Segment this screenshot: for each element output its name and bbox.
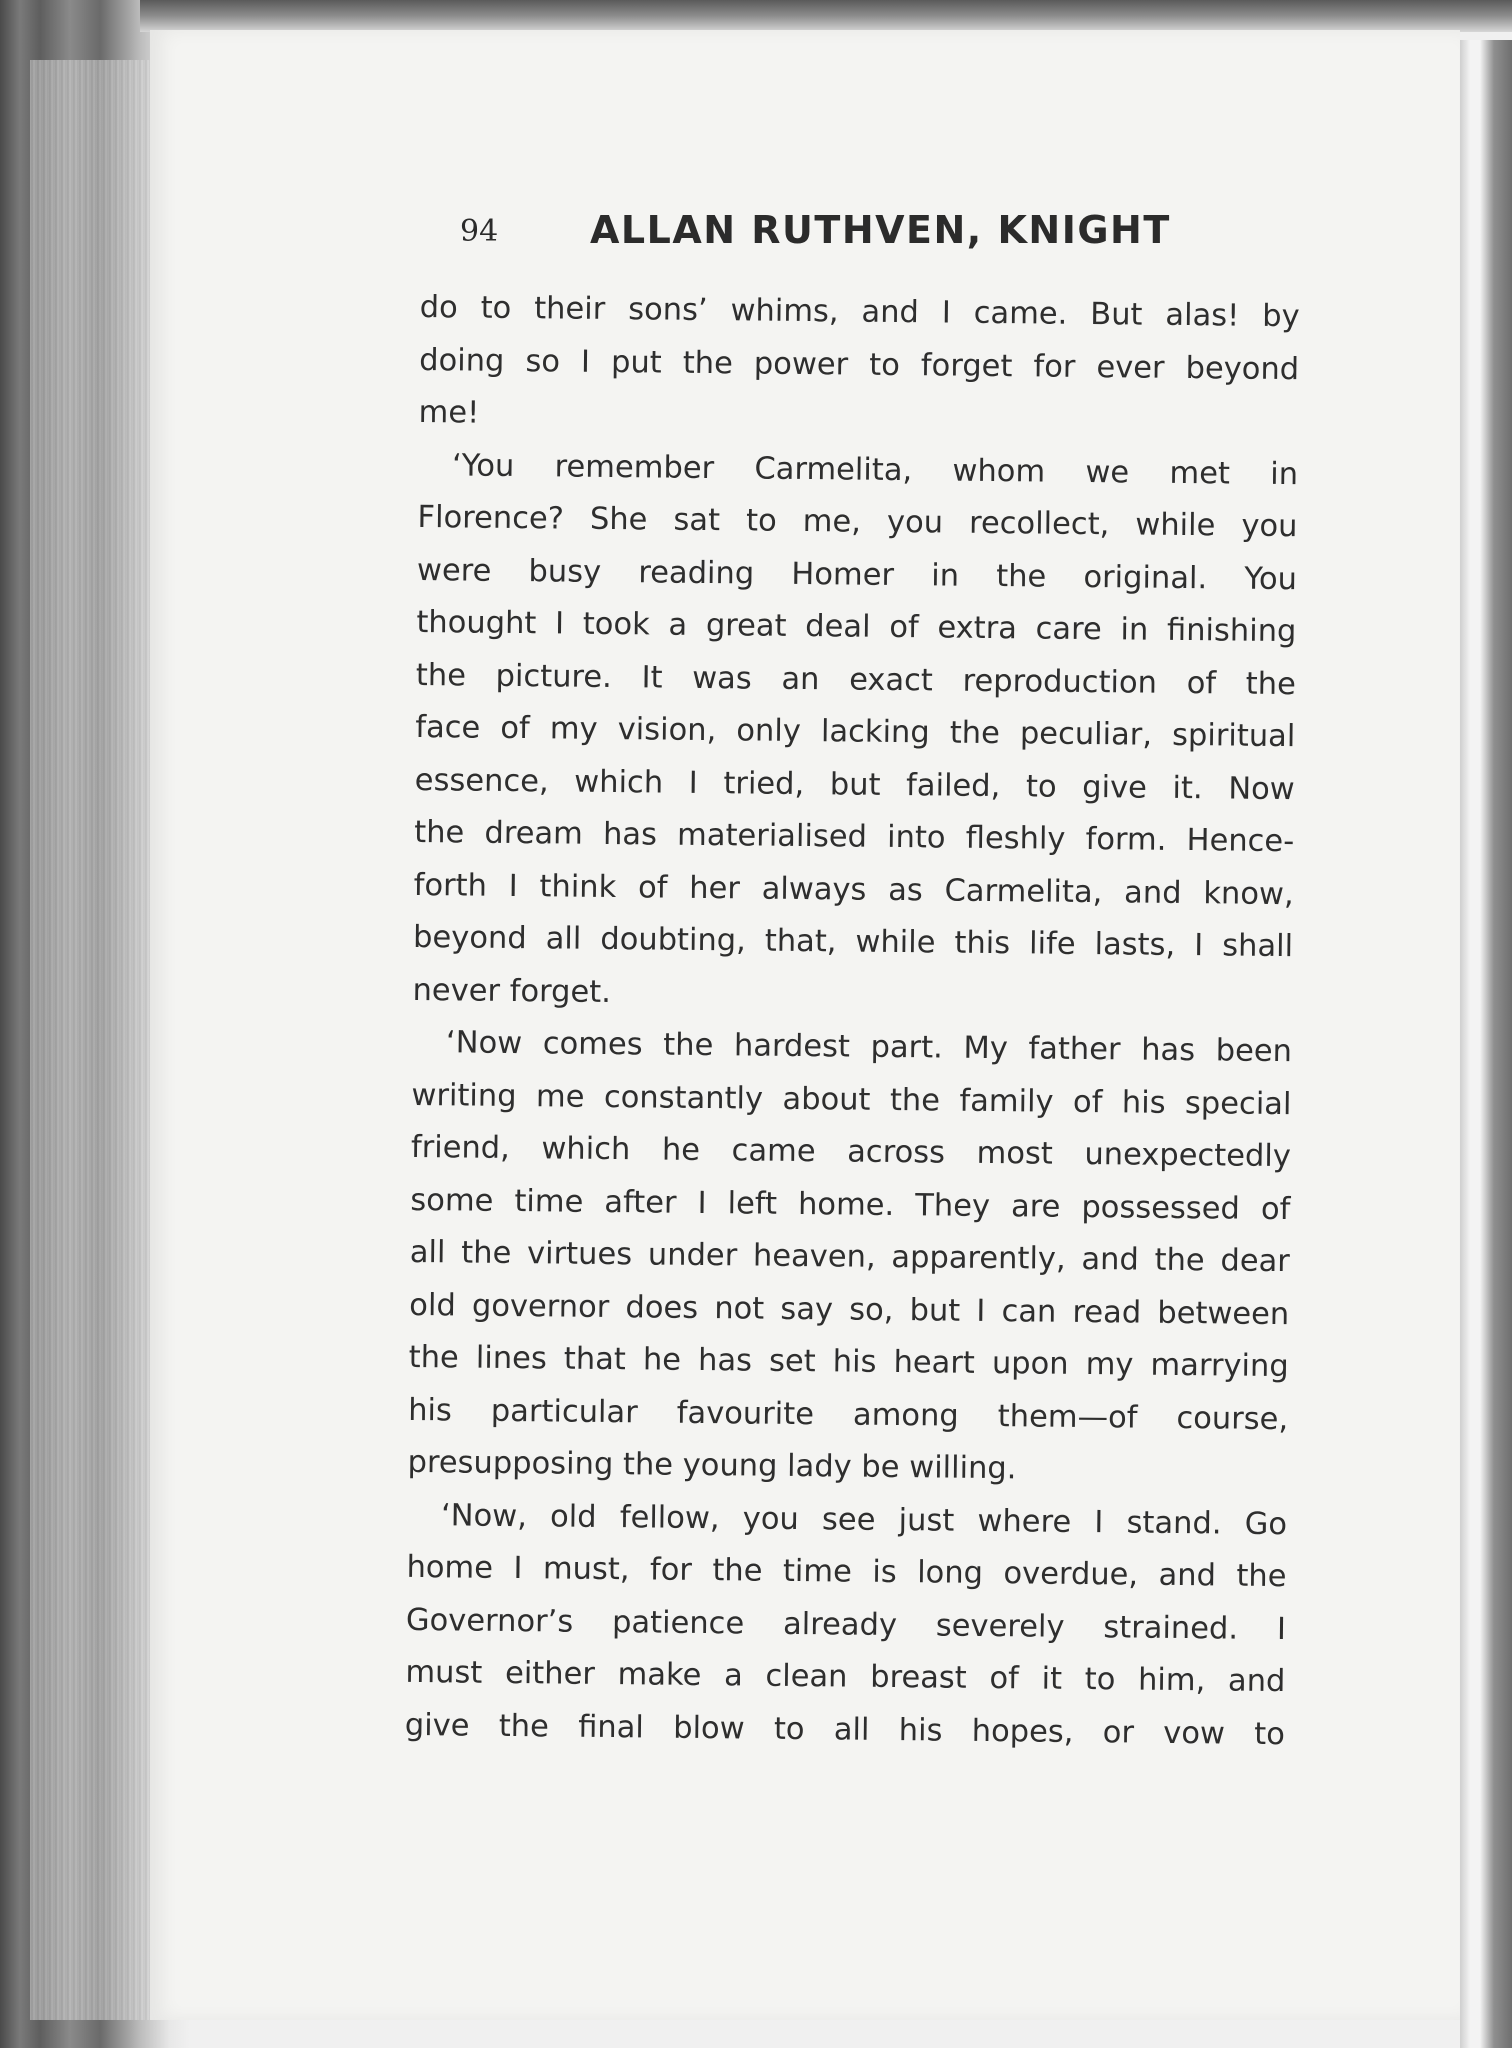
- text-line: writing me constantly about the family of his special: [411, 1077, 1292, 1122]
- text-line: Governor’s patience already severely strained. I: [405, 1602, 1287, 1647]
- text-line: beyond all doubting, that, while this life lasts, I shall: [412, 919, 1294, 965]
- page-header: [460, 208, 1260, 268]
- text-line: home I must, for the time is long overdue, and the: [406, 1549, 1287, 1595]
- paragraph-start-line: ‘Now, old fellow, you see just where I stand. Go: [440, 1497, 1288, 1542]
- text-line: doing so I put the power to forget for ever beyond: [418, 342, 1300, 387]
- text-line: never forget.: [412, 972, 612, 1010]
- page-number: 94: [460, 214, 499, 249]
- text-line: me!: [418, 394, 480, 431]
- text-line: all the virtues under heaven, apparently, and the dear: [409, 1234, 1290, 1280]
- text-line: presupposing the young lady be willing.: [407, 1444, 1017, 1487]
- text-line: must either make a clean breast of it to him, and: [405, 1654, 1286, 1700]
- text-line: give the final blow to all his hopes, or vow to: [404, 1707, 1286, 1752]
- text-line: friend, which he came across most unexpectedly: [410, 1129, 1292, 1175]
- paragraph-start-line: ‘You remember Carmelita, whom we met in: [451, 447, 1299, 492]
- book-gutter: [1460, 40, 1512, 2048]
- text-line: old governor does not say so, but I can read between: [409, 1287, 1290, 1332]
- body-text: [405, 282, 1300, 1761]
- text-line: forth I think of her always as Carmelita, and know,: [413, 867, 1294, 912]
- running-title: ALLAN RUTHVEN, KNIGHT: [590, 208, 1171, 252]
- text-line: the picture. It was an exact reproduction of the: [415, 657, 1297, 702]
- text-line: essence, which I tried, but failed, to give it. Now: [414, 762, 1295, 807]
- text-line: thought I took a great deal of extra care in finishing: [416, 604, 1297, 650]
- text-line: the dream has materialised into fleshly form. Hence-: [414, 814, 1295, 860]
- text-line: face of my vision, only lacking the peculiar, spiritual: [415, 709, 1296, 755]
- text-line: do to their sons’ whims, and I came. But alas! by: [419, 289, 1300, 335]
- scan-top-edge: [140, 0, 1512, 32]
- text-line: the lines that he has set his heart upon my marrying: [408, 1339, 1289, 1385]
- text-line: Florence? She sat to me, you recollect, while you: [417, 499, 1298, 545]
- text-line: were busy reading Homer in the original. You: [416, 552, 1298, 597]
- text-line: some time after I left home. They are possessed of: [410, 1182, 1291, 1227]
- text-line: his particular favourite among them—of course,: [408, 1392, 1289, 1437]
- paragraph-start-line: ‘Now comes the hardest part. My father has been: [445, 1025, 1293, 1070]
